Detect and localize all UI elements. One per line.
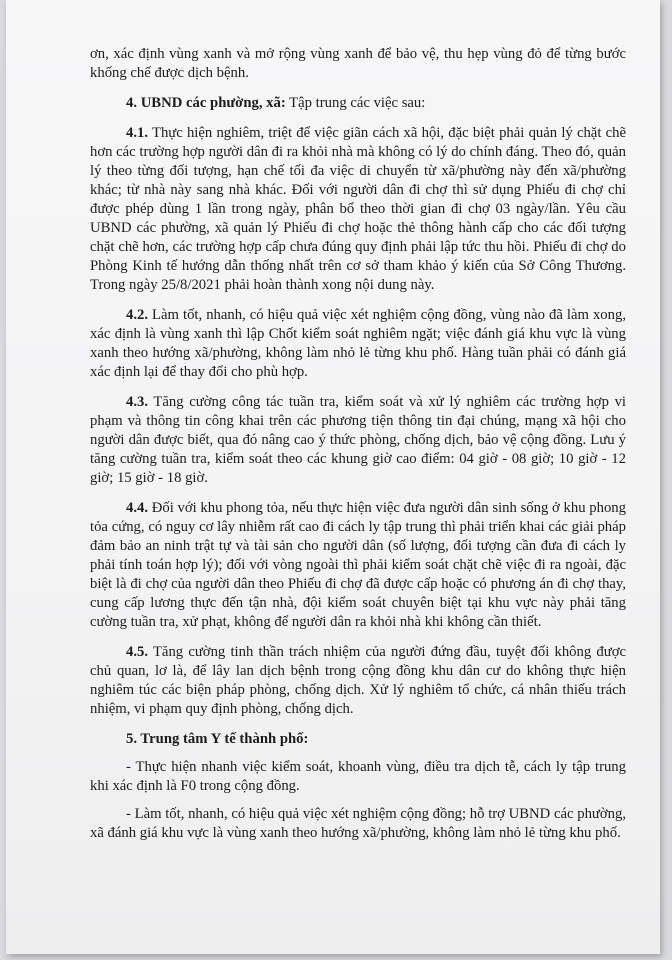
item-number: 4.4. — [126, 500, 149, 516]
item-text: Thực hiện nghiêm, triệt để việc giãn cách xã hội, đặc biệt phải quản lý chặt chẽ hơn các trường hợp người dân đi ra khỏi nhà mà không có lý do chính đáng. Theo đó, quản lý theo từng đối tượng, hạn chế tối đa việc di chuyển từ xã/phường này đến xã/phường khác; từ nhà này sang nhà khác. Đối với người dân đi chợ thì sử dụng Phiếu đi chợ chỉ được phép dùng 1 lần trong ngày, phân bổ theo thời gian đi chợ 03 ngày/lần. Yêu cầu UBND các phường, xã quản lý Phiếu đi chợ hoặc thẻ thông hành cấp cho các đối tượng chặt chẽ hơn, các trường hợp cấp chưa đúng quy định phải lập tức thu hồi. Phiếu đi chợ do Phòng Kinh tế hướng dẫn thống nhất trên cơ sở tham khảo ý kiến của Sở Công Thương. Trong ngày 25/8/2021 phải hoàn thành xong nội dung này. — [90, 125, 626, 293]
section-5-bullet-2: - Làm tốt, nhanh, có hiệu quả việc xét nghiệm cộng đồng; hỗ trợ UBND các phường, xã đánh giá khu vực là vùng xanh theo hướng xã/phường, không làm nhỏ lẻ từng khu phố. — [90, 806, 626, 841]
item-4-2 — [90, 306, 626, 382]
section-4-heading-rest: Tập trung các việc sau: — [285, 95, 426, 111]
section-5-bullet-1: - Thực hiện nhanh việc kiểm soát, khoanh vùng, điều tra dịch tễ, cách ly tập trung khi xác định là F0 trong cộng đồng. — [90, 759, 626, 794]
item-text: Làm tốt, nhanh, có hiệu quả việc xét nghiệm cộng đồng, vùng nào đã làm xong, xác định là vùng xanh thì lập Chốt kiểm soát nghiêm ngặt; việc đánh giá khu vực là vùng xanh theo hướng xã/phường, không làm nhỏ lẻ từng khu phố. Hàng tuần phải có đánh giá xác định lại để thay đổi cho phù hợp. — [90, 307, 626, 380]
item-4-3 — [90, 393, 626, 488]
item-4-1 — [90, 124, 626, 295]
item-text: Tăng cường tinh thần trách nhiệm của người đứng đầu, tuyệt đối không được chủ quan, lơ là, để lây lan dịch bệnh trong cộng đồng khu dân cư do không thực hiện nghiêm túc các biện pháp phòng, chống dịch. Xử lý nghiêm tổ chức, cá nhân thiếu trách nhiệm, vi phạm quy định phòng, chống dịch. — [90, 644, 626, 717]
document-body — [90, 45, 626, 843]
item-4-4 — [90, 499, 626, 632]
item-number: 4.1. — [126, 125, 149, 141]
item-text: Đối với khu phong tỏa, nếu thực hiện việc đưa người dân sinh sống ở khu phong tỏa cứng, có nguy cơ lây nhiễm rất cao đi cách ly tập trung thì phải triển khai các giải pháp đảm bảo an ninh trật tự và tài sản cho người dân (số lượng, đối tượng cần đưa đi cách ly phải tính toán hợp lý); đối với vòng ngoài thì phải kiểm soát chặt chẽ việc đi ra ngoài, đặc biệt là đi chợ của người dân theo Phiếu đi chợ đã được cấp hoặc có phương án đi chợ thay, cung cấp lương thực đến tận nhà, đội kiểm soát chuyên biệt tại khu vực này phải tăng cường tuần tra, xử phạt, không để người dân ra khỏi nhà khi không cần thiết. — [90, 500, 626, 630]
section-5-heading: 5. Trung tâm Y tế thành phố: — [126, 731, 309, 747]
document-page — [6, 0, 660, 954]
item-4-5 — [90, 643, 626, 719]
item-number: 4.2. — [126, 307, 149, 323]
section-4-heading — [90, 94, 626, 113]
section-4-heading-title: 4. UBND các phường, xã: — [126, 95, 286, 111]
item-number: 4.3. — [126, 394, 149, 410]
intro-paragraph: ơn, xác định vùng xanh và mở rộng vùng xanh để bảo vệ, thu hẹp vùng đỏ để từng bước khống chế được dịch bệnh. — [90, 46, 626, 81]
item-number: 4.5. — [126, 644, 149, 660]
item-text: Tăng cường công tác tuần tra, kiểm soát và xử lý nghiêm các trường hợp vi phạm và thông tin công khai trên các phương tiện thông tin đại chúng, mạng xã hội cho người dân được biết, qua đó nâng cao ý thức phòng, chống dịch, bảo vệ cộng đồng. Lưu ý tăng cường tuần tra, kiểm soát theo các khung giờ cao điểm: 04 giờ - 08 giờ; 10 giờ - 12 giờ; 15 giờ - 18 giờ. — [90, 394, 626, 486]
